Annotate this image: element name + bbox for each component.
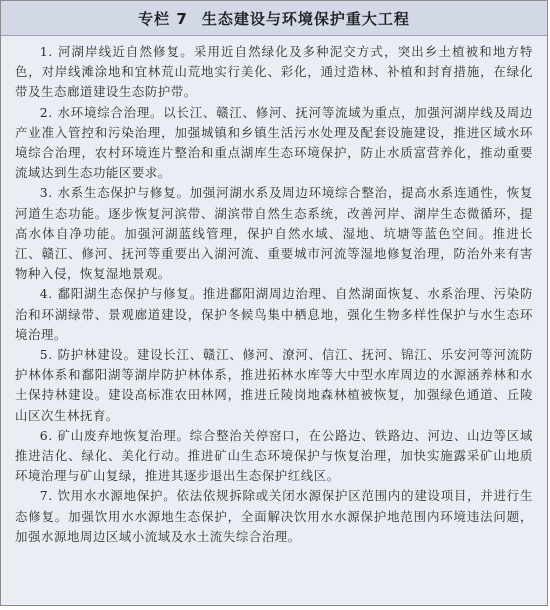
item-body: 采用近自然绿化及多种泥交方式，突出乡土植被和地方特色，对岸线滩涂地和宜林荒山荒地实行美化、彩化，通过造林、补植和封育措施，在绿化带及生态廊道建设生态防护带。 bbox=[15, 44, 534, 100]
list-item bbox=[15, 103, 533, 184]
item-body: 以长江、赣江、修河、抚河等流域为重点，加强河湖岸线及周边产业准入管控和污染治理，加强城镇和乡镇生活污水处理及配套设施建设，推进区域水环境综合治理，农村环境连片整治和重点湖库生态环境保护，防止水质富营养化，推动重要流域达到生态功能区要求。 bbox=[15, 104, 533, 181]
item-heading: 4. 鄱阳湖生态保护与修复。 bbox=[39, 286, 203, 302]
item-heading: 5. 防护林建设。 bbox=[39, 347, 137, 363]
column-number: 专栏 7 bbox=[138, 9, 188, 28]
item-heading: 3. 水系生态保护与修复。 bbox=[39, 185, 190, 201]
column-title: 生态建设与环境保护重大工程 bbox=[201, 9, 410, 28]
column-content bbox=[1, 36, 547, 547]
list-item bbox=[15, 183, 533, 284]
item-heading: 2. 水环境综合治理。 bbox=[39, 104, 164, 120]
list-item bbox=[15, 345, 533, 426]
column-title-bar bbox=[1, 1, 547, 36]
item-body: 综合整治关停窑口，在公路边、铁路边、河边、山边等区域推进洁化、绿化、美化行动。推进矿山生态环境保护与恢复治理，加快实施露采矿山地质环境治理与矿山复绿，推进其逐步退出生态保护红线区。 bbox=[15, 427, 533, 484]
list-item bbox=[15, 486, 533, 547]
item-body: 依法依规拆除或关闭水源保护区范围内的建设项目，并进行生态修复。加强饮用水水源地生态保护，全面解决饮用水水源保护地范围内环境违法问题，加强水源地周边区域小流域及水土流失综合治理。 bbox=[15, 488, 534, 544]
list-item bbox=[15, 42, 533, 103]
item-body: 加强河湖水系及周边环境综合整治，提高水系连通性，恢复河道生态功能。逐步恢复河滨带、湖滨带自然生态系统，改善河岸、湖岸生态微循环，提高水体自净功能。加强河湖蓝线管理，保护自然水域、湿地、坑塘等蓝色空间。推进长江、赣江、修河、抚河等重要出入湖河流、重要城市河流等湿地修复治理，防治外来有害物种入侵，恢复湿地景观。 bbox=[15, 185, 533, 282]
item-body: 推进鄱阳湖周边治理、自然湖面恢复、水系治理、污染防治和环湖绿带、景观廊道建设，保护冬候鸟集中栖息地，强化生物多样性保护与水生态环境治理。 bbox=[15, 286, 533, 342]
item-heading: 7. 饮用水水源地保护。 bbox=[39, 488, 177, 504]
item-heading: 1. 河湖岸线近自然修复。 bbox=[39, 44, 194, 59]
list-item bbox=[15, 284, 533, 345]
item-body: 建设长江、赣江、修河、潦河、信江、抚河、锦江、乐安河等河流防护林体系和鄱阳湖等湖岸防护林体系，推进拓林水库等大中型水库周边的水源涵养林和水土保持林建设。建设高标准农田林网，推进丘陵岗地森林植被恢复，加强绿色通道、丘陵山区次生林抚育。 bbox=[15, 347, 533, 423]
item-heading: 6. 矿山废弃地恢复治理。 bbox=[39, 427, 190, 443]
list-item bbox=[15, 426, 533, 487]
